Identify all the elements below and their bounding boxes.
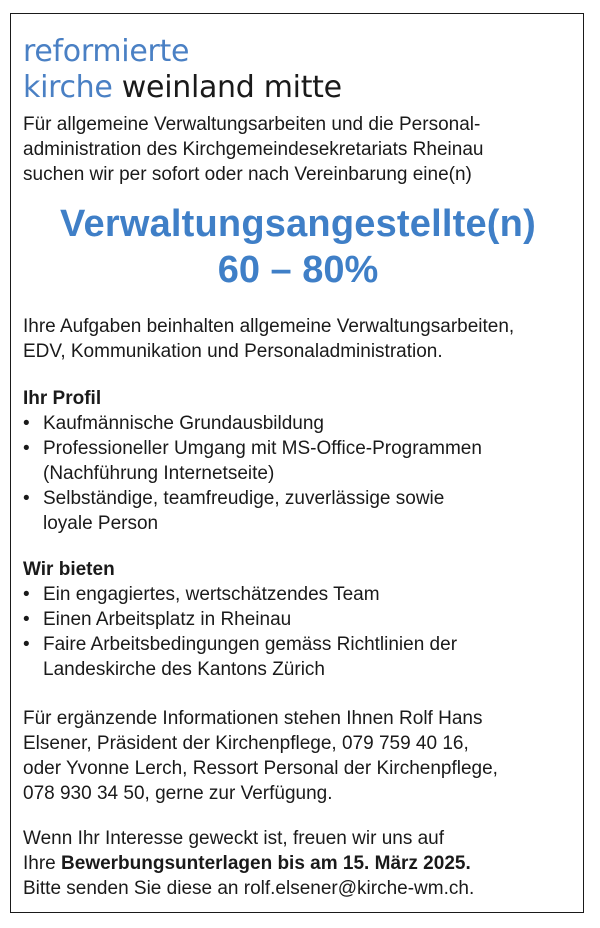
intro-paragraph <box>23 112 579 187</box>
offer-heading: Wir bieten <box>23 559 115 580</box>
contact-paragraph <box>23 706 579 806</box>
tasks-paragraph <box>23 314 579 364</box>
contact-line: Für ergänzende Informationen stehen Ihnen Rolf Hans <box>23 708 483 729</box>
closing-prefix: Ihre <box>23 853 62 874</box>
contact-line: oder Yvonne Lerch, Ressort Personal der Kirchenpflege, <box>23 758 498 779</box>
offer-section <box>23 557 579 682</box>
list-item: • Selbständige, teamfreudige, zuverlässige sowie <box>23 486 579 511</box>
list-item: • Professioneller Umgang mit MS-Office-Programmen <box>23 436 579 461</box>
intro-line: Für allgemeine Verwaltungsarbeiten und die Personal- <box>23 114 481 135</box>
logo-weinland-mitte: weinland mitte <box>112 70 342 105</box>
list-item: • Ein engagiertes, wertschätzendes Team <box>23 582 579 607</box>
intro-line: suchen wir per sofort oder nach Vereinbarung eine(n) <box>23 164 472 185</box>
profile-heading: Ihr Profil <box>23 388 102 409</box>
job-percentage: 60 – 80% <box>217 249 379 291</box>
tasks-line: Ihre Aufgaben beinhalten allgemeine Verwaltungsarbeiten, <box>23 316 515 337</box>
logo-line-1: reformierte <box>23 34 190 69</box>
contact-line: Elsener, Präsident der Kirchenpflege, 079 759 40 16, <box>23 733 469 754</box>
list-item-text: loyale Person <box>43 513 159 534</box>
profile-list <box>23 411 579 536</box>
closing-line: Wenn Ihr Interesse geweckt ist, freuen wir uns auf <box>23 828 445 849</box>
closing-line: Bitte senden Sie diese an rolf.elsener@kirche-wm.ch. <box>23 878 475 899</box>
list-item-continuation <box>23 657 579 682</box>
closing-line <box>23 851 579 876</box>
closing-paragraph <box>23 826 579 901</box>
list-item: • Kaufmännische Grundausbildung <box>23 411 579 436</box>
offer-list <box>23 582 579 682</box>
list-item: • Faire Arbeitsbedingungen gemäss Richtlinien der <box>23 632 579 657</box>
ad-frame <box>10 13 584 913</box>
tasks-line: EDV, Kommunikation und Personaladministration. <box>23 341 443 362</box>
contact-line: 078 930 34 50, gerne zur Verfügung. <box>23 783 333 804</box>
application-deadline: Bewerbungsunterlagen bis am 15. März 2025. <box>61 853 471 874</box>
church-logo <box>23 34 342 106</box>
list-item-text: Landeskirche des Kantons Zürich <box>43 659 325 680</box>
intro-line: administration des Kirchgemeindesekretariats Rheinau <box>23 139 484 160</box>
list-item-continuation <box>23 511 579 536</box>
job-title: Verwaltungsangestellte(n) <box>60 203 536 245</box>
list-item-text: (Nachführung Internetseite) <box>43 463 275 484</box>
profile-section <box>23 386 579 536</box>
list-item-continuation <box>23 461 579 486</box>
list-item: • Einen Arbeitsplatz in Rheinau <box>23 607 579 632</box>
logo-kirche: kirche <box>23 70 113 105</box>
